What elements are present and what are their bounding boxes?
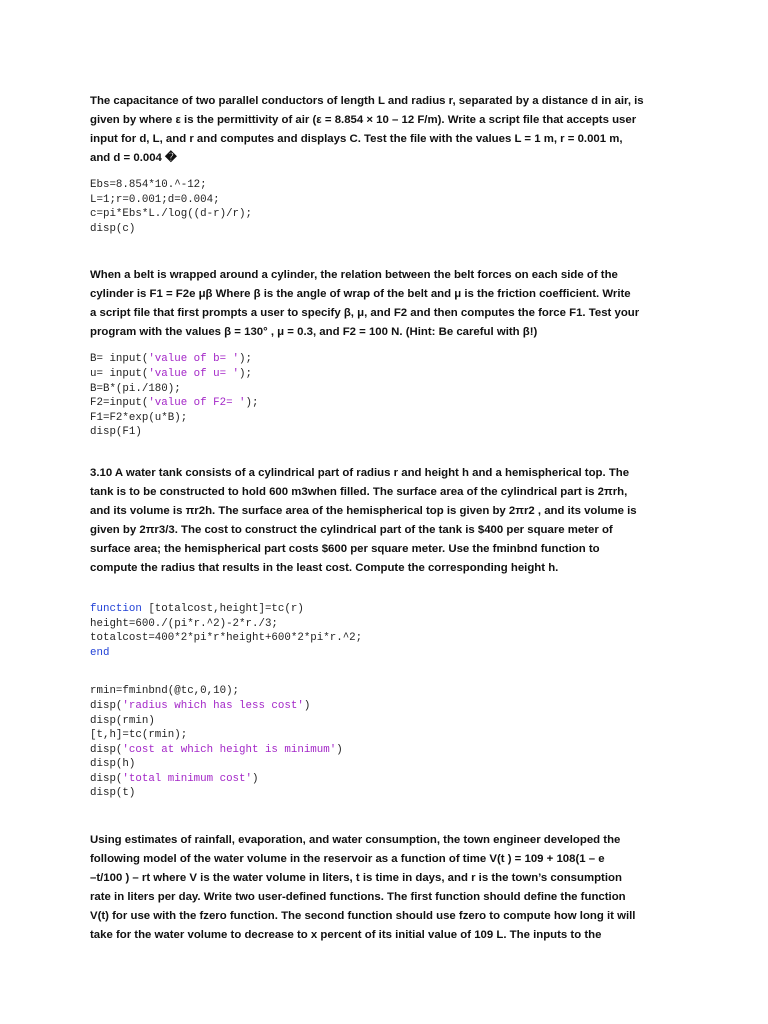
code-string: 'value of u= ' <box>148 367 240 380</box>
code-text: L=1;r=0.001;d=0.004; <box>90 193 220 206</box>
code-line <box>90 367 660 382</box>
code-text: ) <box>252 772 259 785</box>
code-text: disp( <box>90 743 123 756</box>
code-line <box>90 352 660 367</box>
code-line <box>90 178 660 193</box>
code-line <box>90 714 660 729</box>
code-line <box>90 772 660 787</box>
code-text: ) <box>303 699 311 712</box>
code-line <box>90 786 660 801</box>
problem-3-function-code <box>90 602 660 660</box>
code-text: Ebs=8.854*10.^-12; <box>90 179 207 191</box>
code-text: height=600./(pi*r.^2)-2*r./3; <box>90 617 278 630</box>
code-text: B= input( <box>90 353 149 366</box>
code-line <box>90 207 660 222</box>
problem-2-code <box>90 352 660 440</box>
code-line <box>90 617 660 632</box>
code-text: c=pi*Ebs*L./log((d-r)/r); <box>90 208 252 221</box>
code-text: disp(c) <box>90 222 136 235</box>
code-text: ); <box>245 397 259 410</box>
code-text: ); <box>239 353 253 366</box>
code-line <box>90 222 660 237</box>
code-text: disp(F1) <box>90 426 142 439</box>
code-text: ) <box>336 743 343 756</box>
code-line <box>90 757 660 772</box>
code-line <box>90 631 660 646</box>
code-string: 'cost at which height is minimum' <box>122 743 337 756</box>
document-page <box>90 92 660 945</box>
code-line <box>90 382 660 397</box>
problem-3-script-code <box>90 684 660 801</box>
code-string: 'total minimum cost' <box>122 772 252 785</box>
code-line <box>90 743 660 758</box>
code-text: ); <box>239 367 253 380</box>
code-text: [t,h]=tc(rmin); <box>90 729 188 742</box>
code-keyword: end <box>90 646 110 659</box>
code-line <box>90 411 660 426</box>
problem-2-text: When a belt is wrapped around a cylinder, the relation between the belt forces on each side of the cylinder is F1 = F2e μβ Where β is the angle of wrap of the belt and μ is the friction coefficient. Write a script file that first prompts a user to specify β, μ, and F2 and then computes the force F1. Test your program with the values β = 130° , μ = 0.3, and F2 = 100 N. (Hint: Be careful with β!) <box>90 269 640 339</box>
code-keyword: function <box>90 602 142 615</box>
code-text: F2=input( <box>90 397 149 410</box>
code-text: disp(h) <box>90 758 136 771</box>
code-string: 'value of F2= ' <box>148 397 246 410</box>
code-string: 'value of b= ' <box>148 353 240 366</box>
code-line <box>90 602 660 617</box>
problem-3-text: 3.10 A water tank consists of a cylindrical part of radius r and height h and a hemispherical top. The tank is to be constructed to hold 600 m3when filled. The surface area of the cylindrical part is 2πrh, and its volume is πr2h. The surface area of the hemispherical top is given by 2πr2 , and its volume is given by 2πr3/3. The cost to construct the cylindrical part of the tank is $400 per square meter of surface area; the hemispherical part costs $600 per square meter. Use the fminbnd function to compute the radius that results in the least cost. Compute the corresponding height h. <box>90 466 637 574</box>
code-line <box>90 425 660 440</box>
code-line <box>90 699 660 714</box>
code-string: 'radius which has less cost' <box>122 699 304 712</box>
problem-1-text: The capacitance of two parallel conductors of length L and radius r, separated by a distance d in air, is given by where ε is the permittivity of air (ε = 8.854 × 10 – 12 F/m). Write a script file that accepts user input for d, L, and r and computes and displays C. Test the file with the values L = 1 m, r = 0.001 m, and d = 0.004 � <box>90 95 644 164</box>
code-line <box>90 684 660 699</box>
code-line <box>90 396 660 411</box>
code-text: disp(rmin) <box>90 714 155 727</box>
code-text: B=B*(pi./180); <box>90 382 181 395</box>
code-line <box>90 646 660 661</box>
code-text: u= input( <box>90 367 149 380</box>
code-text: [totalcost,height]=tc(r) <box>141 602 304 615</box>
code-text: disp( <box>90 699 123 712</box>
code-text: rmin=fminbnd(@tc,0,10); <box>90 685 240 698</box>
code-line <box>90 728 660 743</box>
code-text: totalcost=400*2*pi*r*height+600*2*pi*r.^2; <box>90 632 363 645</box>
problem-4-text: Using estimates of rainfall, evaporation, and water consumption, the town engineer developed the following model of the water volume in the reservoir as a function of time V(t ) = 109 + 108(1 – e –t/100 ) – rt where V is the water volume in liters, t is time in days, and r is the town’s consumption rate in liters per day. Write two user-defined functions. The first function should define the function V(t) for use with the fzero function. The second function should use fzero to compute how long it will take for the water volume to decrease to x percent of its initial value of 109 L. The inputs to the <box>90 834 636 942</box>
code-text: F1=F2*exp(u*B); <box>90 411 188 424</box>
code-text: disp(t) <box>90 787 136 800</box>
code-line <box>90 193 660 208</box>
problem-1-code <box>90 178 660 236</box>
code-text: disp( <box>90 772 123 785</box>
